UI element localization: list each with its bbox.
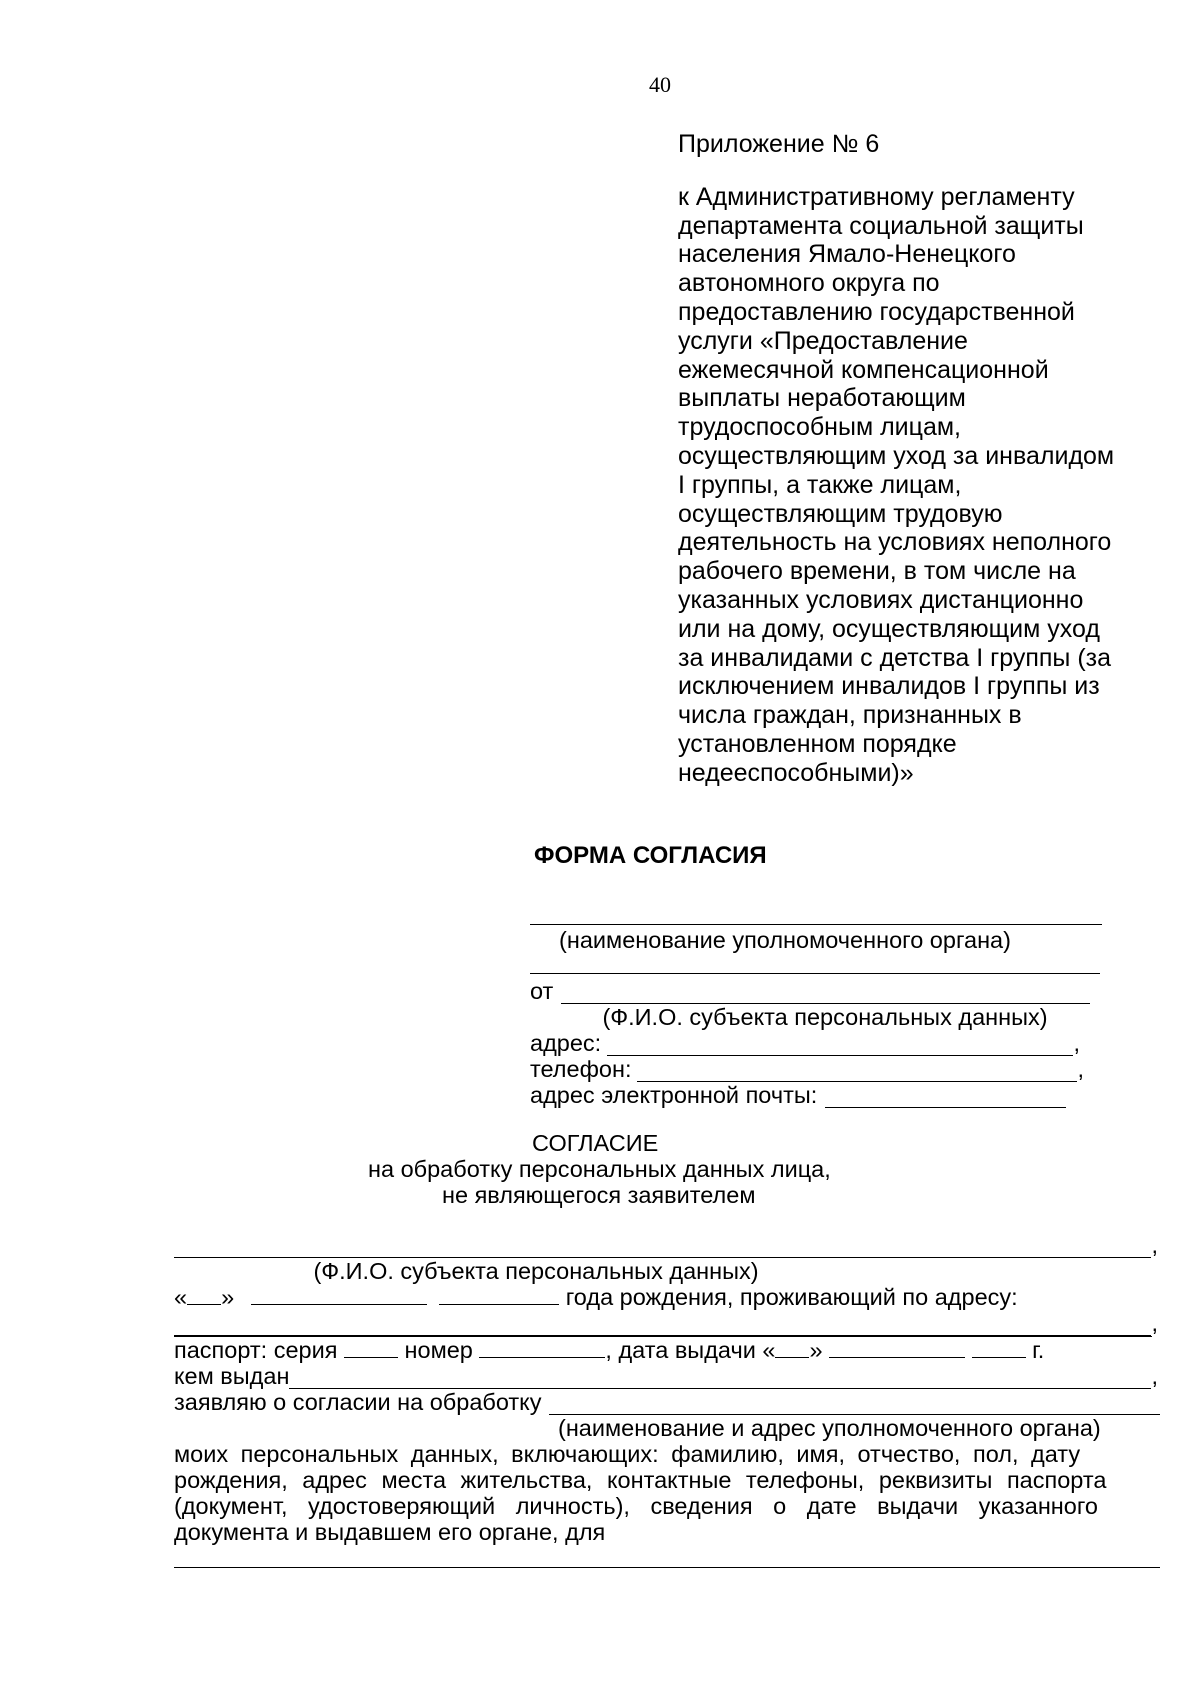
- appendix-line: департамента социальной защиты: [678, 211, 1084, 240]
- subject-fio-caption: (Ф.И.О. субъекта персональных данных): [602, 1004, 1048, 1030]
- address-field[interactable]: [607, 1035, 1073, 1056]
- phone-label: телефон:: [530, 1056, 632, 1082]
- consent-label: заявляю о согласии на обработку: [174, 1389, 542, 1415]
- address-label: адрес:: [530, 1030, 602, 1056]
- email-row: [530, 1082, 1066, 1108]
- residence-row: [174, 1310, 1158, 1336]
- consent-org-caption: (наименование и адрес уполномоченного органа): [558, 1415, 1101, 1441]
- appendix-line: I группы, а также лицам,: [678, 470, 962, 499]
- appendix-line: исключением инвалидов I группы из: [678, 672, 1100, 701]
- appendix-title: Приложение № 6: [678, 130, 880, 158]
- phone-field[interactable]: [637, 1061, 1077, 1082]
- birth-quote-close: »: [221, 1284, 235, 1310]
- appendix-line: предоставлению государственной: [678, 297, 1075, 326]
- appendix-line: недееспособными)»: [678, 758, 914, 787]
- birth-year-field[interactable]: [439, 1284, 559, 1305]
- appendix-line: трудоспособным лицам,: [678, 413, 961, 442]
- consent-org-field[interactable]: [549, 1394, 1160, 1415]
- issue-month-field[interactable]: [829, 1337, 965, 1358]
- from-row: [530, 978, 1090, 1004]
- passport-number-field[interactable]: [479, 1337, 605, 1358]
- birth-row: [174, 1284, 1160, 1310]
- appendix-line: ежемесячной компенсационной: [678, 355, 1049, 384]
- year-suffix: г.: [1032, 1337, 1045, 1363]
- page-number: 40: [649, 72, 671, 97]
- issued-by-field[interactable]: [289, 1368, 1151, 1389]
- appendix-line: или на дому, осуществляющим уход: [678, 614, 1100, 643]
- form-title: ФОРМА СОГЛАСИЯ: [534, 842, 767, 869]
- from-label: от: [530, 978, 554, 1004]
- consent-title: СОГЛАСИЕ: [532, 1130, 659, 1156]
- passport-series-field[interactable]: [344, 1337, 398, 1358]
- issued-by-row: [174, 1363, 1158, 1389]
- phone-comma: ,: [1077, 1056, 1084, 1082]
- appendix-line: автономного округа по: [678, 269, 940, 298]
- appendix-line: услуги «Предоставление: [678, 326, 968, 355]
- appendix-line: деятельность на условиях неполного: [678, 528, 1112, 557]
- org-name-field-2[interactable]: [530, 953, 1100, 974]
- subject-fio-field[interactable]: [174, 1237, 1151, 1258]
- org-name-caption: (наименование уполномоченного органа): [559, 927, 1011, 953]
- from-field[interactable]: [561, 983, 1090, 1004]
- appendix-line: к Административному регламенту: [678, 182, 1075, 211]
- appendix-line: осуществляющим уход за инвалидом: [678, 441, 1115, 470]
- subject-fio-caption-body: (Ф.И.О. субъекта персональных данных): [313, 1258, 759, 1284]
- subject-fio-comma: ,: [1151, 1232, 1158, 1258]
- appendix-line: осуществляющим трудовую: [678, 499, 1003, 528]
- address-row: [530, 1030, 1080, 1056]
- paragraph-line: рождения, адрес места жительства, контактные телефоны, реквизиты паспорта: [174, 1467, 1107, 1493]
- birth-quote-open: «: [174, 1284, 188, 1310]
- passport-row: [174, 1336, 1152, 1363]
- appendix-line: населения Ямало-Ненецкого: [678, 240, 1016, 269]
- email-label: адрес электронной почты:: [530, 1082, 818, 1108]
- residence-comma: ,: [1151, 1310, 1158, 1336]
- appendix-line: числа граждан, признанных в: [678, 701, 1022, 730]
- issue-year-field[interactable]: [972, 1337, 1026, 1358]
- subject-fio-row: [174, 1232, 1158, 1258]
- org-name-field[interactable]: [530, 906, 1102, 925]
- consent-paragraph: [174, 1441, 1124, 1545]
- consent-document-title: [368, 1130, 848, 1208]
- passport-series-label: паспорт: серия: [174, 1337, 338, 1363]
- consent-subtitle-1: на обработку персональных данных лица,: [368, 1156, 831, 1182]
- appendix-header: [678, 130, 1158, 788]
- issued-by-label: кем выдан: [174, 1363, 290, 1389]
- issue-quote-close: »: [809, 1337, 823, 1363]
- phone-row: [530, 1056, 1084, 1082]
- issue-day-field[interactable]: [775, 1337, 809, 1358]
- email-field[interactable]: [825, 1087, 1066, 1108]
- issued-by-comma: ,: [1151, 1363, 1158, 1389]
- paragraph-line: моих персональных данных, включающих: фамилию, имя, отчество, пол, дату: [174, 1441, 1081, 1467]
- birth-text: года рождения, проживающий по адресу:: [565, 1284, 1018, 1310]
- purpose-field[interactable]: [174, 1557, 1160, 1568]
- consent-body: [174, 1232, 1160, 1568]
- appendix-line: установленном порядке: [678, 729, 957, 758]
- consent-org-row: [174, 1389, 1160, 1415]
- address-comma: ,: [1073, 1030, 1080, 1056]
- birth-day-field[interactable]: [187, 1284, 221, 1305]
- appendix-line: выплаты неработающим: [678, 384, 966, 413]
- issue-date-label: , дата выдачи «: [605, 1337, 776, 1363]
- consent-header-block: [530, 906, 1110, 1108]
- appendix-line: указанных условиях дистанционно: [678, 585, 1084, 614]
- appendix-line: рабочего времени, в том числе на: [678, 557, 1076, 586]
- birth-month-field[interactable]: [251, 1284, 427, 1305]
- passport-number-label: номер: [404, 1337, 473, 1363]
- consent-subtitle-2: не являющегося заявителем: [442, 1182, 756, 1208]
- residence-address-field[interactable]: [174, 1315, 1151, 1336]
- appendix-line: за инвалидами с детства I группы (за: [678, 643, 1112, 672]
- paragraph-line: (документ, удостоверяющий личность), сведения о дате выдачи указанного: [174, 1493, 1098, 1519]
- paragraph-line: документа и выдавшем его органе, для: [174, 1519, 606, 1545]
